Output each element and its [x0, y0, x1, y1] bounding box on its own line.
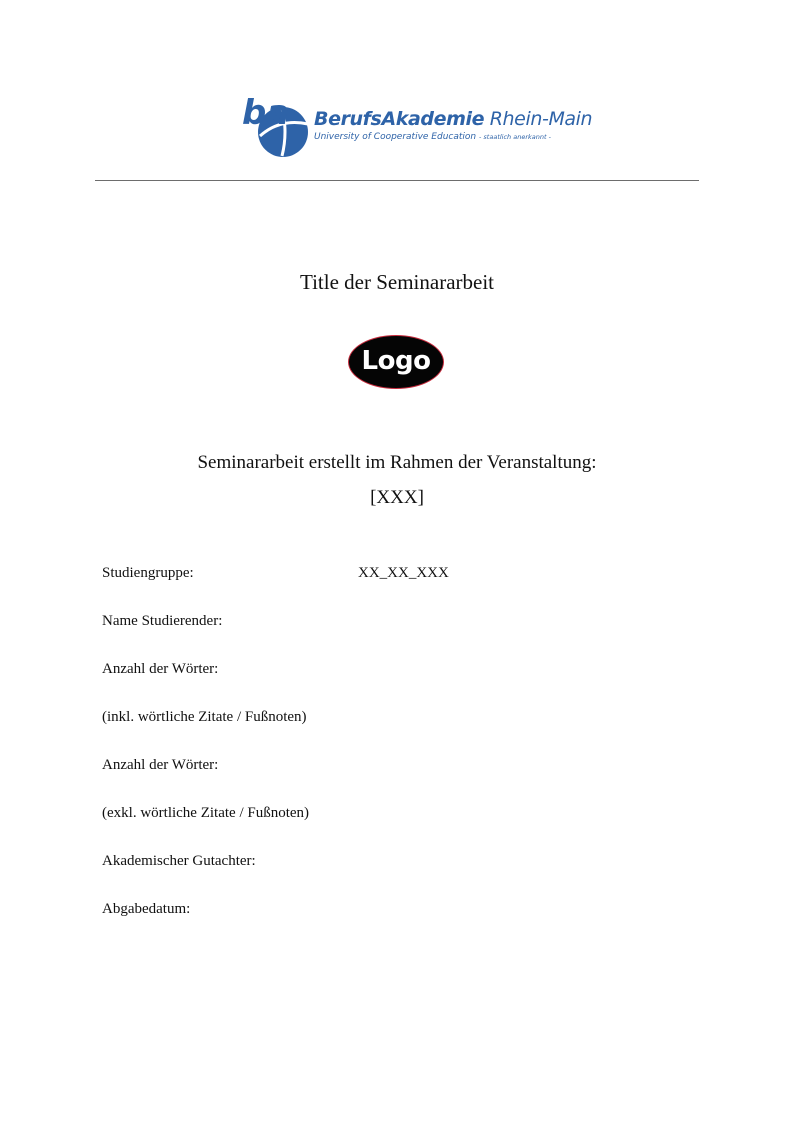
field-label-abgabedatum: Abgabedatum:: [102, 901, 191, 917]
ba-emblem-icon: [242, 92, 314, 160]
brand-name: [314, 108, 592, 130]
brand-subtitle-accreditation: - staatlich anerkannt -: [479, 133, 551, 141]
field-label-anzahl-woerter-inkl: Anzahl der Wörter:: [102, 661, 219, 677]
field-value-studiengruppe: XX_XX_XXX: [358, 565, 449, 581]
logo-placeholder: [348, 335, 444, 389]
brand-subtitle: [314, 132, 551, 142]
brand-name-region: Rhein-Main: [489, 108, 593, 130]
document-title: Title der Seminararbeit: [299, 270, 494, 294]
event-name: [XXX]: [370, 487, 424, 508]
ba-monogram: ba: [242, 93, 290, 133]
brand-name-bold: BerufsAkademie: [314, 108, 485, 130]
berufsakademie-logo: [242, 92, 593, 160]
header-divider: [95, 180, 699, 181]
field-label-name-studierender: Name Studierender:: [102, 613, 223, 629]
logo-placeholder-text: Logo: [361, 346, 431, 376]
document-subtitle: Seminararbeit erstellt im Rahmen der Veranstaltung:: [197, 452, 597, 473]
field-label-inkl-note: (inkl. wörtliche Zitate / Fußnoten): [102, 709, 307, 725]
field-label-gutachter: Akademischer Gutachter:: [102, 853, 256, 869]
brand-subtitle-text: University of Cooperative Education: [314, 132, 477, 142]
field-label-exkl-note: (exkl. wörtliche Zitate / Fußnoten): [102, 805, 310, 821]
field-label-studiengruppe: Studiengruppe:: [102, 565, 194, 581]
field-label-anzahl-woerter-exkl: Anzahl der Wörter:: [102, 757, 219, 773]
